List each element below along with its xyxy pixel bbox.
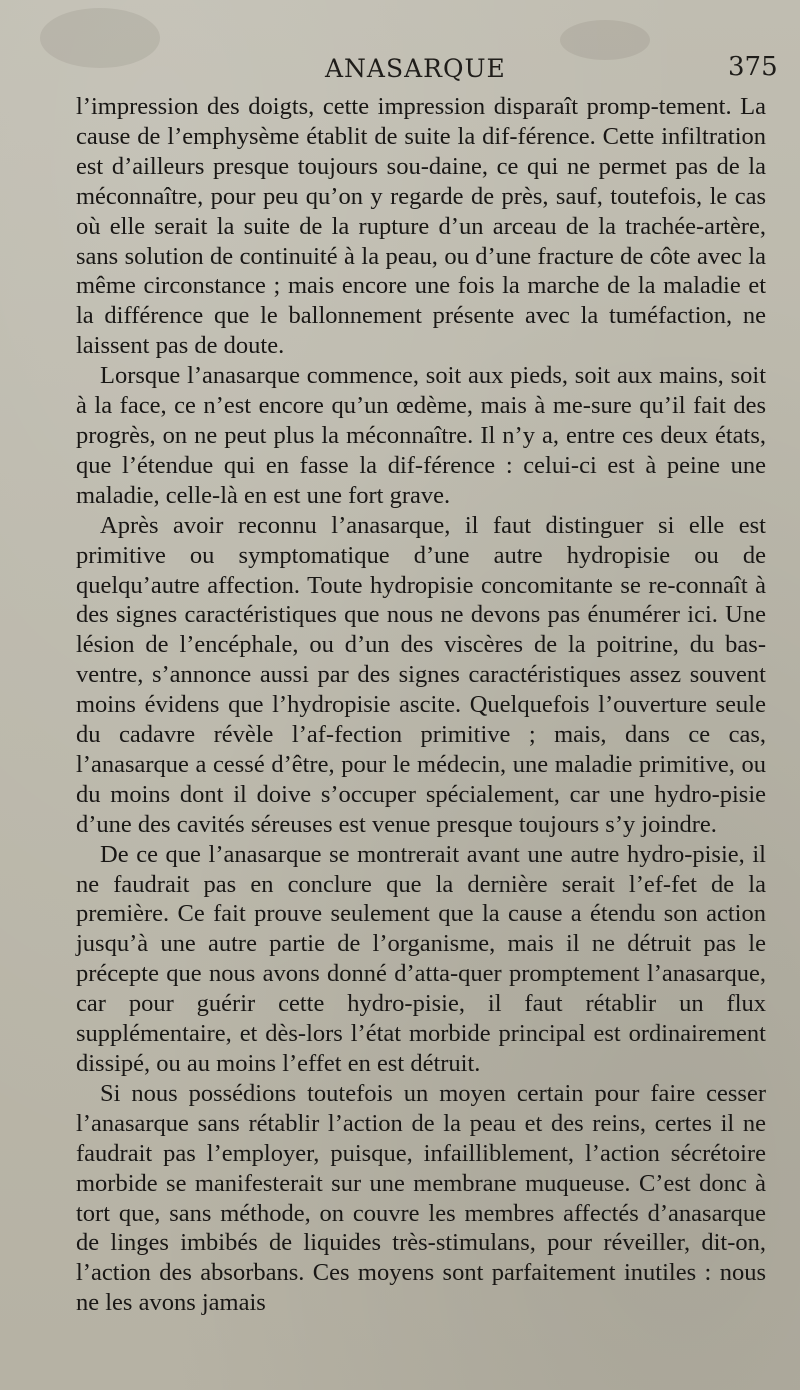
paragraph: Si nous possédions toutefois un moyen certain pour faire cesser l’anasarque sans rétablir l’action de la peau et des reins, certes il ne faudrait pas l’employer, puisque, infailliblement, l’action sécrétoire morbide se manifesterait sur une membrane muqueuse. C’est donc à tort que, sans méthode, on couvre les membres affectés d’anasarque de linges imbibés de liquides très-stimulans, pour réveiller, dit-on, l’action des absorbans. Ces moyens sont parfaitement inutiles : nous ne les avons jamais [76,1079,766,1317]
body-text [76,92,766,1318]
paragraph: l’impression des doigts, cette impression disparaît promp-tement. La cause de l’emphysème établit de suite la dif-férence. Cette infiltration est d’ailleurs presque toujours sou-daine, ce qui ne permet pas de la méconnaître, pour peu qu’on y regarde de près, sauf, toutefois, le cas où elle serait la suite de la rupture d’un arceau de la trachée-artère, sans solution de continuité à la peau, ou d’une fracture de côte avec la même circonstance ; mais encore une fois la marche de la maladie et la différence que le ballonnement présente avec la tuméfaction, ne laissent pas de doute. [76,93,766,360]
page-number: 375 [728,52,778,82]
paragraph: Après avoir reconnu l’anasarque, il faut distinguer si elle est primitive ou symptomatique d’une autre hydropisie ou de quelqu’autre affection. Toute hydropisie concomitante se re-connaît à des signes caractéristiques que nous ne devons pas énumérer ici. Une lésion de l’encéphale, ou d’un des viscères de la poitrine, du bas-ventre, s’annonce aussi par des signes caractéristiques assez souvent moins évidens que l’hydropisie ascite. Quelquefois l’ouverture seule du cadavre révèle l’af-fection primitive ; mais, dans ce cas, l’anasarque a cessé d’être, pour le médecin, une maladie primitive, ou du moins dont il doive s’occuper spécialement, car une hydro-pisie d’une des cavités séreuses est venue presque toujours s’y joindre. [76,511,766,838]
paragraph: De ce que l’anasarque se montrerait avant une autre hydro-pisie, il ne faudrait pas en conclure que la dernière serait l’ef-fet de la première. Ce fait prouve seulement que la cause a étendu son action jusqu’à une autre partie de l’organisme, mais il ne détruit pas le précepte que nous avons donné d’atta-quer promptement l’anasarque, car pour guérir cette hydro-pisie, il faut rétablir un flux supplémentaire, et dès-lors l’état morbide principal est ordinairement dissipé, ou au moins l’effet en est détruit. [76,840,766,1077]
paragraph: Lorsque l’anasarque commence, soit aux pieds, soit aux mains, soit à la face, ce n’est encore qu’un œdème, mais à me-sure qu’il fait des progrès, on ne peut plus la méconnaître. Il n’y a, entre ces deux états, que l’étendue qui en fasse la dif-férence : celui-ci est à peine une maladie, celle-là en est une fort grave. [76,362,766,509]
running-head: ANASARQUE [325,54,506,83]
page-header [0,50,800,90]
